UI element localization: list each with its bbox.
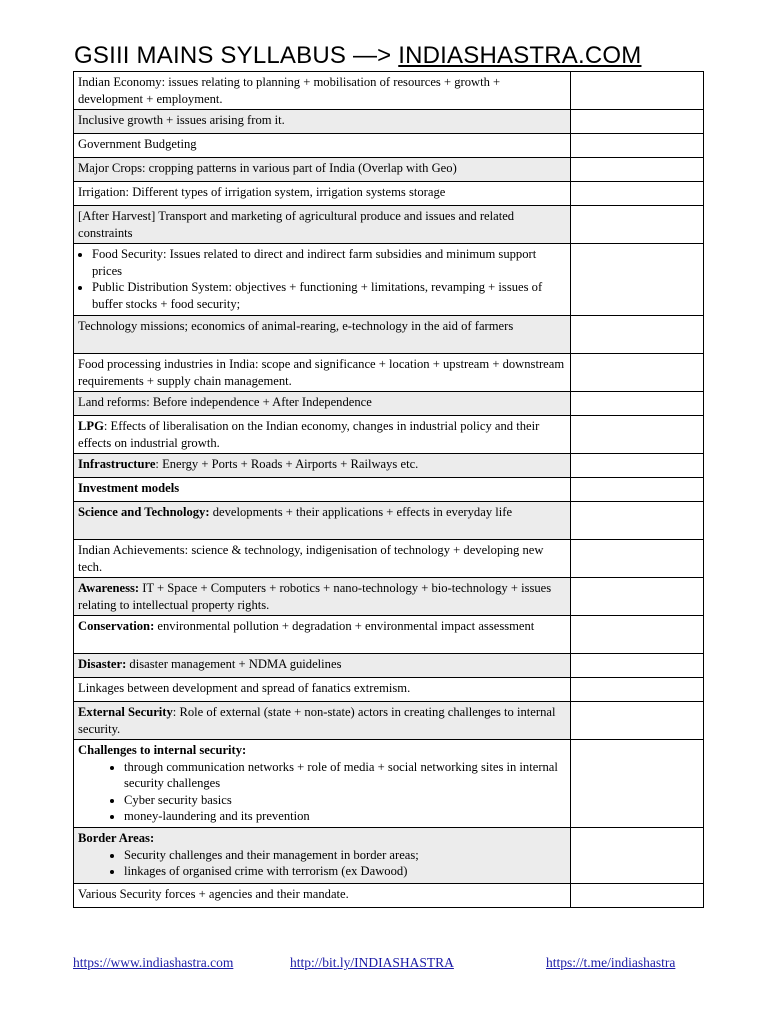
list-item: • linkages of organised crime with terrorism (ex Dawood) [124,863,566,880]
topic-heading: Disaster: [78,657,127,671]
table-row [74,828,704,884]
checkbox-cell[interactable] [571,416,704,454]
topic-cell [74,654,571,678]
list-item: • Cyber security basics [124,792,566,809]
checkbox-cell[interactable] [571,134,704,158]
table-row [74,740,704,828]
checkbox-cell[interactable] [571,702,704,740]
topic-cell [74,72,571,110]
topic-cell [74,828,571,884]
topic-text: Irrigation: Different types of irrigation system, irrigation systems storage [78,185,446,199]
topic-text: Major Crops: cropping patterns in various part of India (Overlap with Geo) [78,161,457,175]
table-row [74,540,704,578]
checkbox-cell[interactable] [571,72,704,110]
checkbox-cell[interactable] [571,502,704,540]
checkbox-cell[interactable] [571,206,704,244]
topic-cell [74,454,571,478]
topic-cell [74,110,571,134]
checkbox-cell[interactable] [571,316,704,354]
topic-heading: Science and Technology: [78,505,210,519]
topic-text: : Role of external (state + non-state) actors in creating challenges to internal security. [78,705,556,736]
table-row [74,206,704,244]
checkbox-cell[interactable] [571,392,704,416]
checkbox-cell[interactable] [571,884,704,908]
table-row [74,354,704,392]
table-row [74,454,704,478]
topic-text: [After Harvest] Transport and marketing of agricultural produce and issues and related constraints [78,209,515,240]
table-row [74,502,704,540]
table-row [74,134,704,158]
footer-link-website[interactable]: https://www.indiashastra.com [73,955,234,970]
page-title [74,42,641,70]
checkbox-cell[interactable] [571,454,704,478]
table-row [74,110,704,134]
topic-heading: Conservation: [78,619,155,633]
topic-text: : Effects of liberalisation on the Indian economy, changes in industrial policy and their effects on industrial growth. [78,419,540,450]
topic-heading: Challenges to internal security: [78,743,247,757]
topic-text: Indian Economy: issues relating to planning + mobilisation of resources + growth + development + employment. [78,75,501,106]
list-item: • Food Security: Issues related to direct and indirect farm subsidies and minimum support prices [92,246,566,279]
topic-text: Various Security forces + agencies and their mandate. [78,887,349,901]
syllabus-table [73,71,704,908]
table-row [74,182,704,206]
checkbox-cell[interactable] [571,616,704,654]
topic-cell [74,616,571,654]
topic-cell [74,678,571,702]
checkbox-cell[interactable] [571,678,704,702]
topic-text: Government Budgeting [78,137,197,151]
topic-text: Linkages between development and spread of fanatics extremism. [78,681,411,695]
bullet-list [78,759,566,825]
table-row [74,678,704,702]
topic-text: Inclusive growth + issues arising from it. [78,113,285,127]
title-prefix: GSIII MAINS SYLLABUS —> [74,42,399,69]
checkbox-cell[interactable] [571,540,704,578]
list-item: • through communication networks + role of media + social networking sites in internal security challenges [124,759,566,792]
bullet-list [78,847,566,880]
topic-text: IT + Space + Computers + robotics + nano-technology + bio-technology + issues relating to intellectual property rights. [78,581,552,612]
topic-text: developments + their applications + effects in everyday life [209,505,513,519]
topic-cell [74,158,571,182]
topic-heading: Infrastructure [78,457,156,471]
topic-cell [74,206,571,244]
topic-text: Food processing industries in India: scope and significance + location + upstream + downstream requirements + supply chain management. [78,357,565,388]
topic-heading: Awareness: [78,581,140,595]
checkbox-cell[interactable] [571,578,704,616]
topic-heading: Investment models [78,481,180,495]
topic-heading: Border Areas: [78,831,155,845]
bullet-list [78,246,566,312]
topic-heading: External Security [78,705,173,719]
table-row [74,244,704,316]
topic-text: : Energy + Ports + Roads + Airports + Railways etc. [155,457,419,471]
footer-link-bitly[interactable]: http://bit.ly/INDIASHASTRA [290,955,454,970]
topic-cell [74,740,571,828]
table-row [74,884,704,908]
topic-heading: LPG [78,419,104,433]
table-row [74,616,704,654]
topic-cell [74,702,571,740]
topic-cell [74,354,571,392]
checkbox-cell[interactable] [571,740,704,828]
topic-cell [74,884,571,908]
topic-text: Technology missions; economics of animal-rearing, e-technology in the aid of farmers [78,319,514,333]
list-item: • Public Distribution System: objectives + functioning + limitations, revamping + issues of buffer stocks + food security; [92,279,566,312]
table-row [74,392,704,416]
topic-cell [74,316,571,354]
topic-text: Land reforms: Before independence + After Independence [78,395,372,409]
checkbox-cell[interactable] [571,182,704,206]
topic-cell [74,182,571,206]
checkbox-cell[interactable] [571,354,704,392]
checkbox-cell[interactable] [571,244,704,316]
topic-cell [74,578,571,616]
topic-cell [74,478,571,502]
checkbox-cell[interactable] [571,654,704,678]
topic-text: disaster management + NDMA guidelines [126,657,342,671]
footer-link-telegram[interactable]: https://t.me/indiashastra [546,955,676,970]
table-row [74,578,704,616]
checkbox-cell[interactable] [571,110,704,134]
table-row [74,416,704,454]
topic-cell [74,416,571,454]
table-row [74,702,704,740]
table-row [74,158,704,182]
topic-cell [74,134,571,158]
checkbox-cell[interactable] [571,478,704,502]
table-row [74,316,704,354]
table-row [74,654,704,678]
topic-cell [74,540,571,578]
checkbox-cell[interactable] [571,828,704,884]
table-row [74,72,704,110]
table-row [74,478,704,502]
list-item: • Security challenges and their management in border areas; [124,847,566,864]
topic-text: Indian Achievements: science & technology, indigenisation of technology + developing new tech. [78,543,544,574]
topic-cell [74,244,571,316]
topic-text: environmental pollution + degradation + environmental impact assessment [154,619,535,633]
topic-cell [74,502,571,540]
topic-cell [74,392,571,416]
checkbox-cell[interactable] [571,158,704,182]
list-item: • money-laundering and its prevention [124,808,566,825]
title-site-link[interactable]: INDIASHASTRA.COM [398,42,642,69]
